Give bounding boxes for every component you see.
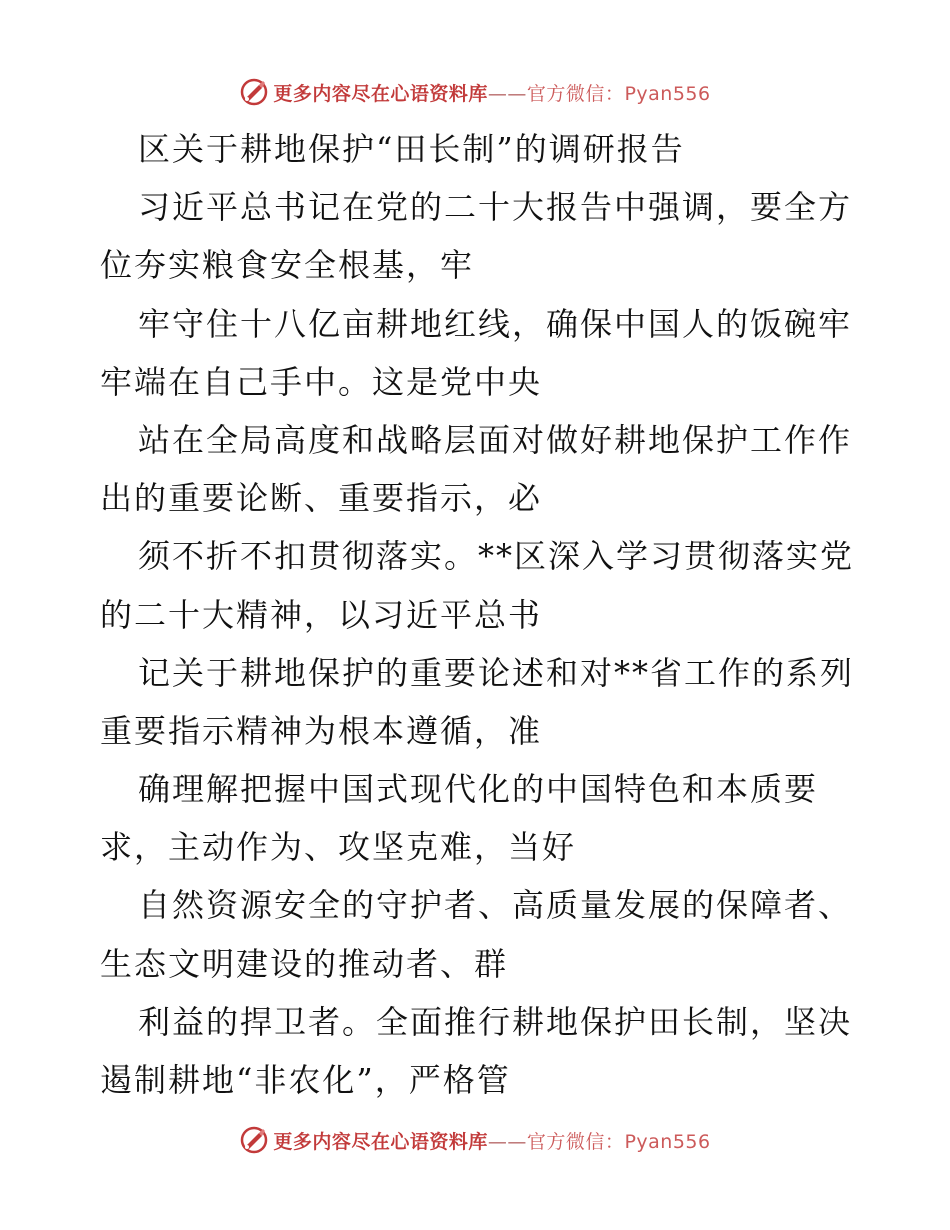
doc-line: 自然资源安全的守护者、高质量发展的保障者、 xyxy=(138,886,853,925)
pen-logo-icon xyxy=(239,77,269,107)
doc-line: 须不折不扣贯彻落实。**区深入学习贯彻落实党 xyxy=(138,537,855,576)
doc-line: 求，主动作为、攻坚克难，当好 xyxy=(100,828,577,867)
doc-line: 习近平总书记在党的二十大报告中强调，要全方 xyxy=(138,188,853,227)
doc-line: 牢守住十八亿亩耕地红线，确保中国人的饭碗牢 xyxy=(138,304,853,343)
banner-wechat-id: Pyan556 xyxy=(624,82,711,105)
doc-title: 区关于耕地保护“田长制”的调研报告 xyxy=(138,130,685,168)
doc-line: 重要指示精神为根本遵循，准 xyxy=(100,711,543,750)
document-body xyxy=(100,120,860,1109)
doc-line: 确理解把握中国式现代化的中国特色和本质要 xyxy=(138,770,819,809)
banner-text xyxy=(273,1127,710,1154)
doc-line: 记关于耕地保护的重要论述和对**省工作的系列 xyxy=(138,653,855,692)
doc-line: 牢端在自己手中。这是党中央 xyxy=(100,362,543,401)
banner-dash: —— xyxy=(487,1130,527,1153)
banner-label: 官方微信： xyxy=(526,1130,625,1153)
doc-line: 站在全局高度和战略层面对做好耕地保护工作作 xyxy=(138,420,853,459)
banner-wechat-id: Pyan556 xyxy=(624,1130,711,1153)
footer-banner xyxy=(0,1120,950,1160)
doc-line: 遏制耕地“非农化”，严格管 xyxy=(100,1061,511,1099)
banner-brand: 更多内容尽在心语资料库 xyxy=(273,82,488,105)
doc-line: 利益的捍卫者。全面推行耕地保护田长制，坚决 xyxy=(138,1002,853,1041)
doc-line: 生态文明建设的推动者、群 xyxy=(100,944,509,983)
doc-line: 出的重要论断、重要指示，必 xyxy=(100,479,543,518)
pen-logo-icon xyxy=(239,1125,269,1155)
banner-text xyxy=(273,79,710,106)
doc-line: 的二十大精神，以习近平总书 xyxy=(100,595,543,634)
doc-line: 位夯实粮食安全根基，牢 xyxy=(100,246,475,285)
header-banner xyxy=(0,72,950,112)
banner-dash: —— xyxy=(487,82,527,105)
banner-label: 官方微信： xyxy=(526,82,625,105)
banner-brand: 更多内容尽在心语资料库 xyxy=(273,1130,488,1153)
